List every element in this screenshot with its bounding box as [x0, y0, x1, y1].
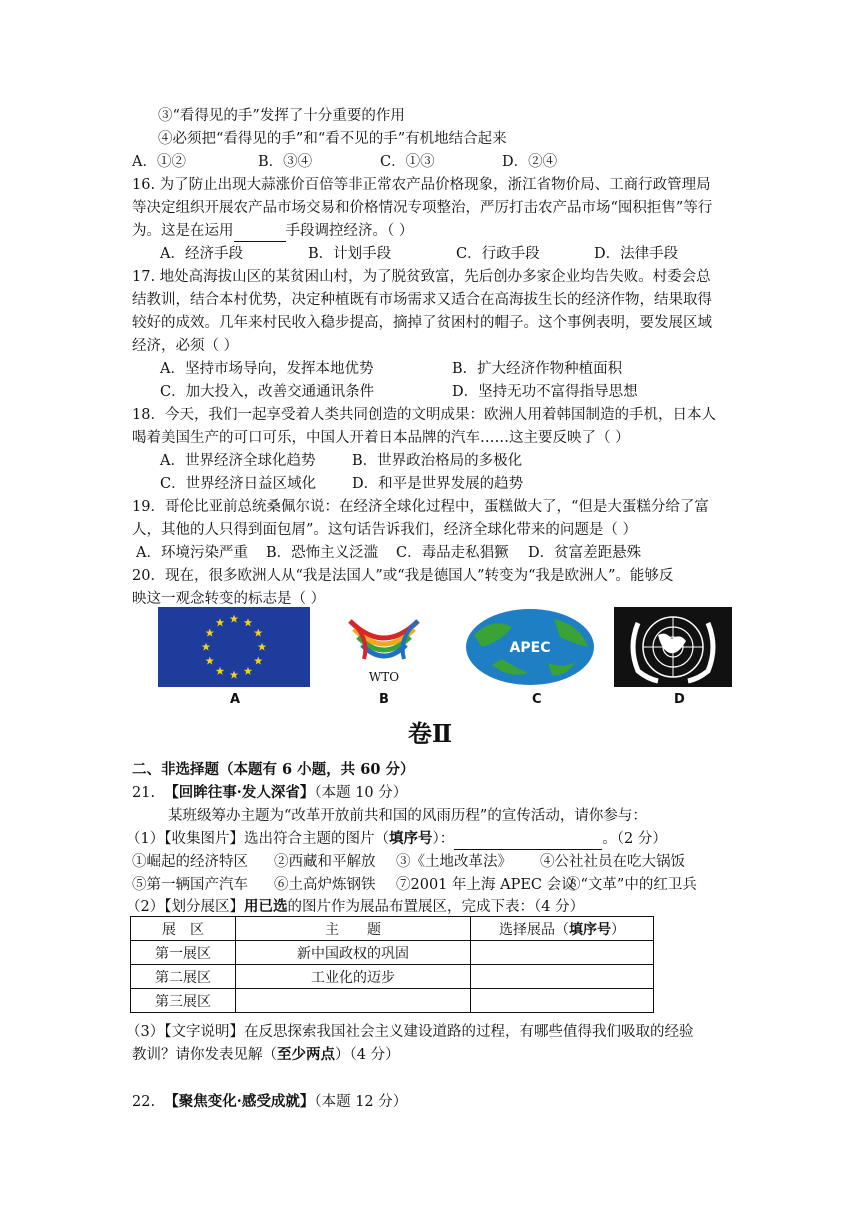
table-row: [131, 989, 654, 1013]
q21-pic-2: ②西藏和平解放: [274, 854, 376, 870]
logo-label-b: B: [379, 692, 389, 707]
q21-pic-8: ⑧“文革”中的红卫兵: [566, 877, 697, 893]
q16-line3-a: 为。这是在运用: [132, 223, 234, 239]
table-cell-answer[interactable]: [471, 941, 654, 965]
eu-flag-icon[interactable]: [158, 607, 310, 687]
q17-option-a: A．坚持市场导向，发挥本地优势: [160, 361, 374, 377]
q17-option-d: D．坚持无功不富得指导思想: [452, 384, 638, 400]
table-header-zone: 展 区: [131, 917, 236, 941]
table-cell-zone: 第二展区: [131, 965, 236, 989]
q21-part2: [126, 897, 584, 917]
q21-part3-bold: 至少两点: [277, 1046, 335, 1063]
q21-intro: 某班级筹办主题为“改革开放前共和国的风雨历程”的宣传活动，请你参与：: [168, 808, 647, 824]
q16-option-d: D．法律手段: [594, 246, 679, 262]
q15-item4: ④必须把“看得见的手”和“看不见的手”有机地结合起来: [158, 131, 507, 147]
q21-part1: [126, 829, 667, 850]
q15-option-d: D．②④: [502, 154, 558, 170]
table-header-exhibits-text: 选择展品（: [499, 921, 569, 938]
q19-line2: 人，其他的人只得到面包屑”。这句话告诉我们，经济全球化带来的问题是（ ）: [132, 522, 638, 538]
q22-tag: 【聚焦变化·感受成就】: [164, 1093, 315, 1110]
q21-part2-bold: 用已选: [243, 898, 288, 915]
q16-line3: [132, 221, 413, 242]
exhibition-table: [130, 916, 654, 1013]
q16-option-b: B．计划手段: [308, 246, 392, 262]
q22-heading: [132, 1092, 407, 1112]
q15-option-a: A．①②: [132, 154, 186, 170]
q17-line2: 结教训，结合本村优势，决定种植既有市场需求又适合在高海拔生长的经济作物，结果取得: [132, 292, 712, 308]
logo-label-c: C: [532, 692, 542, 707]
q15-option-c: C．①③: [380, 154, 435, 170]
q17-option-c: C．加大投入，改善交通通讯条件: [160, 384, 375, 400]
q18-option-d: D．和平是世界发展的趋势: [352, 476, 524, 492]
table-cell-zone: 第三展区: [131, 989, 236, 1013]
q21-part3-score: ）（4 分）: [335, 1047, 400, 1063]
q16-line2: 等决定组织开展农产品市场交易和价格情况专项整治，严厉打击农产品市场“囤积拒售”等行: [132, 200, 713, 216]
q21-pic-3: ③《土地改革法》: [396, 854, 512, 870]
table-cell-theme: 工业化的迈步: [236, 965, 471, 989]
table-cell-theme: 新中国政权的巩固: [236, 941, 471, 965]
table-header-theme: 主 题: [236, 917, 471, 941]
q21-part3-line1: （3）【文字说明】在反思探索我国社会主义建设道路的过程，有哪些值得我们吸取的经验: [126, 1024, 694, 1040]
un-emblem-icon[interactable]: [614, 607, 732, 687]
q21-part1-score: 。（2 分）: [602, 831, 667, 847]
q21-tag: 【回眸往事·发人深省】: [164, 784, 315, 801]
wto-logo-icon[interactable]: [336, 607, 432, 687]
q15-option-b: B．③④: [258, 154, 313, 170]
q16-line3-b: 手段调控经济。（ ）: [285, 223, 414, 239]
q17-line3: 较好的成效。几年来村民收入稳步提高，摘掉了贫困村的帽子。这个事例表明，要发展区域: [132, 315, 712, 331]
q17-line1: 17. 地处高海拔山区的某贫困山村，为了脱贫致富，先后创办多家企业均告失败。村委会总: [132, 269, 711, 285]
table-cell-zone: 第一展区: [131, 941, 236, 965]
q21-pic-5: ⑤第一辆国产汽车: [132, 877, 248, 893]
q21-part1-bold: 填序号: [388, 830, 433, 847]
q21-number: 21.: [132, 785, 156, 801]
table-cell-answer[interactable]: [471, 965, 654, 989]
q21-part3-line2: [132, 1045, 400, 1065]
part2-title: 卷Ⅱ: [407, 719, 453, 748]
q21-part2-rest: 的图片作为展品布置展区，完成下表：（4 分）: [287, 899, 585, 915]
table-cell-answer[interactable]: [471, 989, 654, 1013]
apec-logo-icon[interactable]: [462, 607, 598, 687]
table-cell-theme[interactable]: [236, 989, 471, 1013]
wto-logo-text: WTO: [368, 670, 400, 684]
q17-option-b: B．扩大经济作物种植面积: [452, 361, 623, 377]
q18-option-b: B．世界政治格局的多极化: [352, 453, 523, 469]
logo-label-a: A: [230, 692, 241, 707]
q22-number: 22.: [132, 1094, 156, 1110]
q21-pic-6: ⑥土高炉炼钢铁: [274, 877, 376, 893]
apec-logo-text: APEC: [509, 640, 551, 656]
q18-line2: 喝着美国生产的可口可乐，中国人开着日本品牌的汽车……这主要反映了（ ）: [132, 430, 630, 446]
q21-part1-colon: ）：: [432, 831, 455, 847]
q21-part3-text: 教训？请你发表见解（: [132, 1047, 277, 1063]
q21-pic-7: ⑦2001 年上海 APEC 会议: [396, 877, 576, 893]
table-row: [131, 965, 654, 989]
q21-pic-4: ④公社社员在吃大锅饭: [540, 854, 685, 870]
q21-part2-text: （2）【划分展区】: [126, 899, 244, 915]
q19-option-b: B．恐怖主义泛滥: [266, 545, 379, 561]
q20-line1: 20．现在，很多欧洲人从“我是法国人”或“我是德国人”转变为“我是欧洲人”。能够反: [132, 568, 674, 584]
q20-line2: 映这一观念转变的标志是（ ）: [132, 591, 326, 607]
q18-option-a: A．世界经济全球化趋势: [160, 453, 316, 469]
table-header-exhibits-bold: 填序号: [569, 921, 611, 938]
q18-line1: 18．今天，我们一起享受着人类共同创造的文明成果：欧洲人用着韩国制造的手机，日本人: [132, 407, 716, 423]
q19-option-a: A．环境污染严重: [136, 545, 248, 561]
q18-option-c: C．世界经济日益区域化: [160, 476, 317, 492]
q15-item3: ③“看得见的手”发挥了十分重要的作用: [158, 108, 405, 124]
q19-line1: 19．哥伦比亚前总统桑佩尔说：在经济全球化过程中，蛋糕做大了，“但是大蛋糕分给了富: [132, 499, 709, 515]
table-header-exhibits: [471, 917, 654, 941]
q19-option-d: D．贫富差距悬殊: [528, 545, 642, 561]
q22-score: （本题 12 分）: [314, 1094, 408, 1110]
table-header-exhibits-end: ）: [611, 921, 625, 938]
q17-line4: 经济，必须（ ）: [132, 338, 239, 354]
q21-part1-answer-blank[interactable]: [454, 829, 602, 850]
q16-option-a: A．经济手段: [160, 246, 243, 262]
q21-pic-1: ①崛起的经济特区: [132, 854, 248, 870]
table-header-row: [131, 917, 654, 941]
q16-line1: 16. 为了防止出现大蒜涨价百倍等非正常农产品价格现象，浙江省物价局、工商行政管理局: [132, 177, 711, 193]
q19-option-c: C．毒品走私猖獗: [396, 545, 509, 561]
part2-header: 二、非选择题（本题有 6 小题，共 60 分）: [132, 761, 415, 778]
logo-label-d: D: [674, 692, 685, 707]
q21-part1-text: （1）【收集图片】选出符合主题的图片（: [126, 831, 389, 847]
q16-answer-blank[interactable]: [234, 221, 286, 242]
q21-heading: [132, 783, 407, 803]
table-row: [131, 941, 654, 965]
q21-score: （本题 10 分）: [314, 785, 408, 801]
q16-option-c: C．行政手段: [456, 246, 540, 262]
